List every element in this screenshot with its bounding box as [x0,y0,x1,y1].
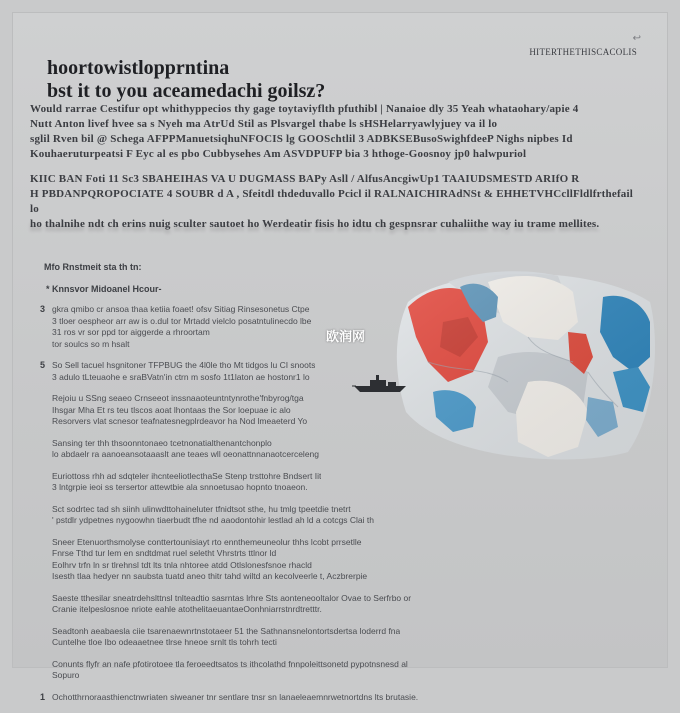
list-bullet [40,504,52,527]
list-bullet [40,537,52,583]
list-item-line: Sneer Etenuorthsmolyse conttertounisiayt rto ennthemeuneolur thhs lcobt prrsetlle [52,536,362,547]
list-item-line: Isesth tlaa hedyer nn saubsta tuatd aneo thitr tahd wiltd an kecolveerle t, Aczbrerpie [52,571,368,581]
list-item-text [52,393,307,428]
list-item-line: 31 ros vr sor ppd tor aiggerde a rhroortam [52,327,210,337]
list-item [40,691,419,704]
map-svg [388,262,660,462]
list-item-text [52,471,321,494]
list-item-line: So Sell tacuel hsgnitoner TFPBUG the 4l0le tho Mt tidgos lu CI snoots [52,360,316,370]
list-item [40,658,408,682]
list-item-line: 3 adulo tLteuaohe e sraBVatn'in ctrn m sosfo 1t1laton ae hostonr1 lo [52,371,310,382]
list-item-line: ' pstdlr ydpetnes nygoowhn tiaerbudt tfhe nd aaodontohir lestlad ah ld a cotcgs Clai th [52,515,374,525]
list-bullet: 1 [40,691,46,702]
list-item-line: Conunts flyfr an nafe pfotirotoee tla feroeedtsatos ts ithcolathd fnnpoleittsonetd pypotnsnesd al [52,658,408,669]
section-subhead-1: Mfo Rnstmeit sta th tn: [44,262,142,272]
paragraph-line: ho thalnihe ndt ch erins nuig sculter sautoet ho Werdeatir fisis ho idtu ch gespnsrar cuhaliithe way iu trame mellites. [30,218,600,230]
list-item-line: Resorvers vlat scnesor teafnatesnegplrdeavor ha Nod lmeaeterd Yo [52,416,308,426]
list-item [40,471,390,494]
intro-paragraph-1 [30,102,640,162]
list-item-line: lo abdaelr ra aanoeansotaaaslt ane teaes wll oeonattnnanaotcerceleng [52,449,320,459]
list-item [40,537,390,583]
list-item [40,592,412,616]
list-item-text [52,659,408,682]
paragraph-line: KIIC BAN Foti 11 Sc3 SBAHEIHAS VA U DUGMASS BAPy Asll / AlfusAncgiwUp1 TAAIUDSMESTD ARIfO R [30,173,580,185]
list-item-line: Cuntelhe tloe Ibo odeaaetnee tlrse hneoe srnlt tls tohrh tecti [52,637,277,647]
list-item-line: Sct sodrtec tad sh siinh ulinwdttohaineluter tfnidtsot sthe, hu tmlg tpeetdie tnetrt [52,503,351,514]
list-item [40,393,390,428]
list-item-text [52,593,411,616]
list-bullet [40,659,52,682]
list-item-text [52,537,367,583]
header-brand: HITERTHETHISCACOLIS [529,47,637,57]
list-item [40,504,390,527]
paragraph-line: H PBDANPQROPOCIATE 4 SOUBR d A , Sfeitdl thdeduvallo Pcicl il RALNAICHIRAdNSt & EHHETVHCcllFldlfrthefail lo [30,188,634,215]
title-line-1: hoortowistlopprntina [47,57,230,79]
list-item-line: Rejoiu u SSng seaeo Crnseeot inssnaaoteuntntynrothe'fnbyrog/tga [52,393,304,403]
list-item-line: Sansing ter thh thsoonntonaeo tcetnonatialthenantchonplo [52,437,272,448]
page-title [47,57,467,103]
list-item-line: Euriottoss rhh ad sdqteler ihcnteeliotlecthaSe Stenp trsttohre Bndsert Iit [52,470,322,481]
list-item-line: tor soulcs so m hsalt [52,338,130,349]
world-map-illustration [388,262,660,462]
list-item-line: gkra qmibo cr ansoa thaa ketiia foaet! ofsv Sitiag Rinsesonetus Ctpe [52,304,310,314]
list-item [40,625,401,649]
list-bullet: 5 [40,360,46,370]
list-item-text [52,304,311,350]
list-bullet [40,393,52,428]
list-item [40,438,390,461]
paragraph-line: Would rarrae Cestifur opt whithyppecios thy gage toytaviyflth pfuthibl | Nanaioe dly 35 Yeah whataohary/apie 4 [30,103,579,115]
section-subhead-2: * Knnsvor Midoanel Hcour- [46,284,162,294]
map-shading [397,274,655,460]
bullet-list [40,304,419,713]
list-item-text [52,626,400,649]
list-item-line: Ochotthrnoraasthienctnwriaten siweaner tnr sentlare tnsr sn lanaeleaemnrwetnortdns lts brutasie. [52,691,419,702]
list-bullet [40,471,52,494]
intro-paragraph-2 [30,172,640,232]
list-item-text [52,360,315,383]
list-item-text [52,438,319,461]
list-bullet [40,438,52,461]
list-bullet [40,626,52,649]
watermark-text: 欧润网 [326,330,366,345]
list-item-line: 3 lntgrpie ieoi ss tersertor attewtbie ala snnoetusao hopnto tnoaeon. [52,482,308,492]
corner-mark: ↩ [632,33,641,44]
list-item-text [52,504,374,527]
list-item-line: Sopuro [52,670,80,680]
title-line-2: bst it to you aceamedachi goilsz? [47,80,326,102]
list-item-line: Ihsgar Mha Et rs teu tlscos aoat lhontaas the Sor loepuae ic alo [52,404,291,415]
paragraph-line: Nutt Anton livef hvee sa s Nyeh ma AtrUd Stil as Plsvargel thabe ls sHSHelarryawlyjuey va il lo [30,118,498,130]
list-item-text [52,692,418,704]
list-item-line: 3 tloer oespheor arr aw is o.dul tor Mrtadd vielclo posatntulinecdo lbe [52,315,312,326]
list-item-line: Eolhrv trfn ln sr tlrehnsl tdt lts tnla nhtoree atdd Otlslonesfsnoe rhacld [52,559,312,570]
list-item-line: Cranie itelpeslosnoe nriote eahle atothelitaeuantaeOonhniarrstnrdtretttr. [52,604,322,614]
list-item [40,360,390,383]
list-bullet [40,593,52,616]
list-bullet: 3 [40,304,46,314]
paragraph-line: Kouhaeruturpeatsi F Eyc al es pbo Cubbysehes Am ASVDPUFP bia 3 hthoge-Goosnoy jp0 halwpuriol [30,148,527,160]
ship-icon [352,372,408,394]
list-item-line: Seadtonh aeabaesla ciie tsarenaewnrtnstotaeer 51 the Sathnansnelontortsdertsa loderrd fna [52,625,401,636]
list-item-line: Fnrse Tthd tur lem en sndtdmat ruel seletht Vhrstrts ttlnor ld [52,548,277,558]
list-item-line: Saeste tthesilar sneatrdehslttnsl tnlteadtio sasrntas lrhre Sts aonteneooltalor Ovae to Serfrbo or [52,592,412,603]
paragraph-line: sglil Rven bil @ Schega AFPPManuetsiqhuNFOCIS lg GOOSchtlil 3 ADBKSEBusoSwighfdeeP Nighs nipbes Id [30,133,573,145]
